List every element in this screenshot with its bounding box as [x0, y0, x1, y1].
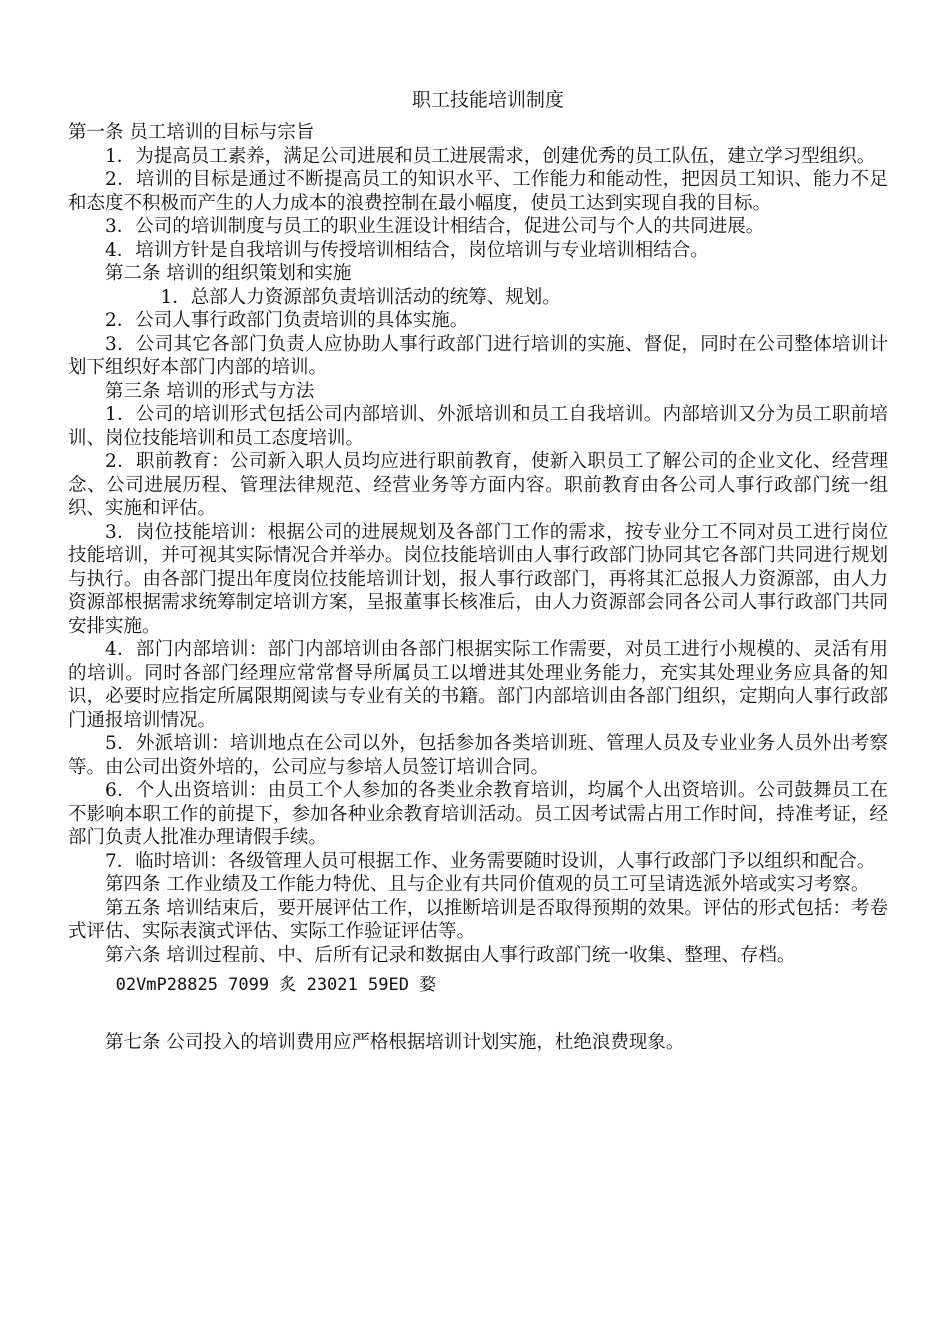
paragraph: 5．外派培训：培训地点在公司以外，包括参加各类培训班、管理人员及专业业务人员外出考察等。由公司出资外培的，公司应与参培人员签订培训合同。 [68, 733, 888, 778]
spacer [68, 997, 888, 1031]
paragraph: 第四条 工作业绩及工作能力特优、且与企业有共同价值观的员工可呈请选派外培或实习考察。 [105, 874, 870, 895]
paragraph: 2．职前教育：公司新入职人员均应进行职前教育，使新入职员工了解公司的企业文化、经营理念、公司进展历程、管理法律规范、经营业务等方面内容。职前教育由各公司人事行政部门统一组织、实施和评估。 [68, 451, 888, 519]
code-line: 02VmP28825 7099 炙 23021 59ED 婺 [115, 975, 437, 995]
paragraph: 第二条 培训的组织策划和实施 [105, 263, 352, 284]
paragraph: 7．临时培训：各级管理人员可根据工作、业务需要随时设训，人事行政部门予以组织和配合。 [105, 850, 876, 872]
paragraph: 6．个人出资培训：由员工个人参加的各类业余教育培训，均属个人出资培训。公司鼓舞员工在不影响本职工作的前提下，参加各种业余教育培训活动。员工因考试需占用工作时间，持准考证，经部门负责人批准办理请假手续。 [68, 780, 888, 848]
paragraph: 1．公司的培训形式包括公司内部培训、外派培训和员工自我培训。内部培训又分为员工职前培训、岗位技能培训和员工态度培训。 [68, 404, 888, 449]
article-seven: 第七条 公司投入的培训费用应严格根据培训计划实施，杜绝浪费现象。 [105, 1032, 685, 1053]
paragraph: 3．岗位技能培训：根据公司的进展规划及各部门工作的需求，按专业分工不同对员工进行岗位技能培训，并可视其实际情况合并举办。岗位技能培训由人事行政部门协同其它各部门共同进行规划与执行。由各部门提出年度岗位技能培训计划，报人事行政部门，再将其汇总报人力资源部，由人力资源部根据需求统筹制定培训方案，呈报董事长核准后，由人力资源部会同各公司人事行政部门共同安排实施。 [68, 521, 888, 637]
document-body [68, 121, 888, 967]
paragraph: 1．为提高员工素养，满足公司进展和员工进展需求，创建优秀的员工队伍，建立学习型组织。 [105, 145, 876, 167]
paragraph: 4．培训方针是自我培训与传授培训相结合，岗位培训与专业培训相结合。 [105, 239, 709, 261]
document-page [68, 85, 888, 1055]
paragraph: 2．公司人事行政部门负责培训的具体实施。 [105, 310, 469, 331]
paragraph: 3．公司的培训制度与员工的职业生涯设计相结合，促进公司与个人的共同进展。 [105, 216, 765, 237]
paragraph: 3．公司其它各部门负责人应协助人事行政部门进行培训的实施、督促，同时在公司整体培训计划下组织好本部门内部的培训。 [68, 333, 888, 378]
paragraph: 2．培训的目标是通过不断提高员工的知识水平、工作能力和能动性，把因员工知识、能力不足和态度不积极而产生的人力成本的浪费控制在最小幅度，使员工达到实现自我的目标。 [68, 169, 888, 214]
paragraph: 第六条 培训过程前、中、后所有记录和数据由人事行政部门统一收集、整理、存档。 [105, 944, 796, 966]
paragraph: 第一条 员工培训的目标与宗旨 [68, 122, 315, 143]
document-title: 职工技能培训制度 [411, 89, 564, 111]
paragraph: 第三条 培训的形式与方法 [105, 380, 315, 402]
paragraph: 1．总部人力资源部负责培训活动的统筹、规划。 [160, 286, 561, 308]
paragraph: 4．部门内部培训：部门内部培训由各部门根据实际工作需要，对员工进行小规模的、灵活有用的培训。同时各部门经理应常常督导所属员工以增进其处理业务能力，充实其处理业务应具备的知识，必要时应指定所属限期阅读与专业有关的书籍。部门内部培训由各部门组织，定期向人事行政部门通报培训情况。 [68, 639, 888, 731]
paragraph: 第五条 培训结束后，要开展评估工作，以推断培训是否取得预期的效果。评估的形式包括：考卷式评估、实际表演式评估、实际工作验证评估等。 [68, 897, 888, 942]
